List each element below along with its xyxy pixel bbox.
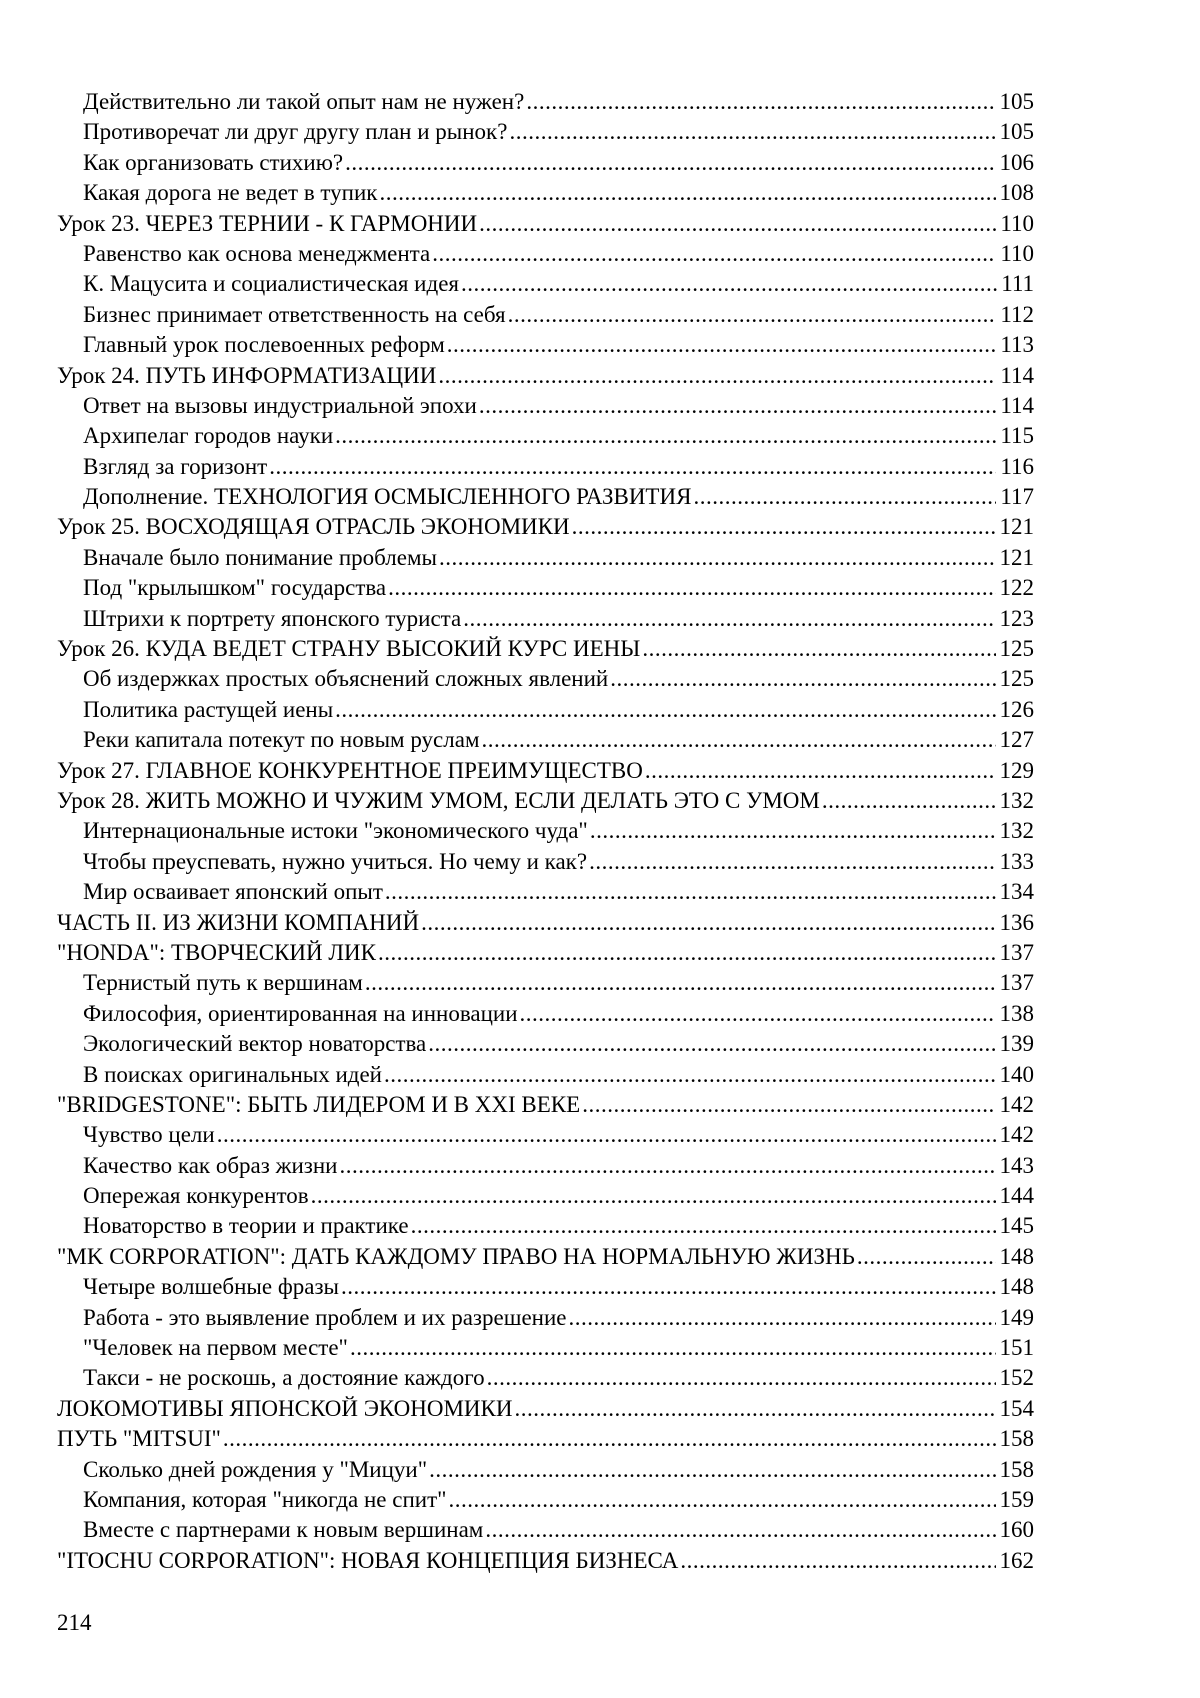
toc-dot-leader [515, 1394, 996, 1424]
toc-entry-title: Противоречат ли друг другу план и рынок? [83, 119, 508, 145]
toc-entry-title: Урок 23. ЧЕРЕЗ ТЕРНИИ - К ГАРМОНИИ [57, 210, 478, 236]
toc-section-entry [57, 877, 1034, 907]
toc-entry-page: 116 [1000, 453, 1034, 479]
toc-entry-page: 121 [999, 514, 1034, 540]
toc-entry-page: 152 [999, 1365, 1034, 1391]
toc-entry-title: "ITOCHU CORPORATION": НОВАЯ КОНЦЕПЦИЯ БИЗНЕСА [57, 1547, 679, 1573]
toc-dot-leader [341, 1272, 996, 1302]
toc-entry-title: Чтобы преуспевать, нужно учиться. Но чему и как? [83, 848, 588, 874]
toc-dot-leader [365, 968, 996, 998]
toc-dot-leader [378, 938, 996, 968]
toc-section-entry [57, 239, 1034, 269]
toc-entry-page: 129 [999, 757, 1034, 783]
toc-section-entry [57, 178, 1034, 208]
toc-dot-leader [384, 1060, 996, 1090]
toc-section-entry [57, 330, 1034, 360]
toc-entry-title: Под "крылышком" государства [83, 575, 387, 601]
toc-entry-page: 140 [999, 1061, 1034, 1087]
toc-dot-leader [610, 664, 995, 694]
toc-entry-title: ЧАСТЬ II. ИЗ ЖИЗНИ КОМПАНИЙ [57, 909, 420, 935]
toc-dot-leader [589, 847, 995, 877]
toc-section-entry [57, 117, 1034, 147]
toc-entry-page: 149 [999, 1304, 1034, 1330]
page-number: 214 [57, 1610, 92, 1635]
toc-dot-leader [411, 1211, 996, 1241]
toc-entry-page: 123 [999, 605, 1034, 631]
toc-entry-title: "Человек на первом месте" [83, 1335, 348, 1361]
toc-dot-leader [439, 543, 996, 573]
toc-entry-title: В поисках оригинальных идей [83, 1061, 382, 1087]
toc-entry-page: 160 [999, 1517, 1034, 1543]
toc-dot-leader [582, 1090, 995, 1120]
toc-chapter-entry [57, 1090, 1034, 1120]
toc-dot-leader [680, 1546, 995, 1576]
toc-dot-leader [482, 725, 996, 755]
toc-entry-page: 137 [999, 939, 1034, 965]
toc-entry-page: 142 [999, 1122, 1034, 1148]
toc-entry-title: "BRIDGESTONE": БЫТЬ ЛИДЕРОМ И В XXI ВЕКЕ [57, 1091, 581, 1117]
toc-dot-leader [645, 756, 996, 786]
toc-dot-leader [857, 1242, 996, 1272]
toc-entry-page: 158 [999, 1426, 1034, 1452]
toc-dot-leader [438, 361, 996, 391]
toc-entry-page: 148 [999, 1274, 1034, 1300]
toc-entry-page: 112 [1000, 301, 1034, 327]
toc-section-entry [57, 968, 1034, 998]
toc-chapter-entry [57, 786, 1034, 816]
toc-entry-title: Урок 26. КУДА ВЕДЕТ СТРАНУ ВЫСОКИЙ КУРС ИЕНЫ [57, 636, 641, 662]
toc-section-entry [57, 604, 1034, 634]
toc-entry-title: Вначале было понимание проблемы [83, 544, 437, 570]
toc-dot-leader [693, 482, 996, 512]
toc-section-entry [57, 1029, 1034, 1059]
toc-entry-page: 154 [999, 1395, 1034, 1421]
toc-entry-title: Новаторство в теории и практике [83, 1213, 409, 1239]
toc-dot-leader [345, 148, 995, 178]
toc-entry-title: Бизнес принимает ответственность на себя [83, 301, 506, 327]
toc-entry-page: 138 [999, 1000, 1034, 1026]
toc-section-entry [57, 452, 1034, 482]
toc-entry-title: Урок 28. ЖИТЬ МОЖНО И ЧУЖИМ УМОМ, ЕСЛИ ДЕЛАТЬ ЭТО С УМОМ [57, 787, 820, 813]
toc-entry-page: 110 [1000, 210, 1034, 236]
toc-entry-title: Сколько дней рождения у "Мицуи" [83, 1456, 428, 1482]
toc-dot-leader [568, 1303, 995, 1333]
toc-dot-leader [432, 239, 996, 269]
toc-dot-leader [311, 1181, 996, 1211]
toc-chapter-entry [57, 1546, 1034, 1576]
toc-entry-title: Об издержках простых объяснений сложных явлений [83, 666, 609, 692]
toc-dot-leader [217, 1120, 996, 1150]
toc-entry-title: Компания, которая "никогда не спит" [83, 1486, 447, 1512]
toc-dot-leader [428, 1029, 995, 1059]
toc-dot-leader [509, 117, 995, 147]
toc-entry-page: 126 [999, 696, 1034, 722]
toc-entry-page: 125 [999, 636, 1034, 662]
toc-entry-page: 139 [999, 1031, 1034, 1057]
toc-entry-page: 145 [999, 1213, 1034, 1239]
toc-entry-title: Работа - это выявление проблем и их разрешение [83, 1304, 567, 1330]
toc-entry-title: Как организовать стихию? [83, 149, 344, 175]
toc-chapter-entry [57, 1424, 1034, 1454]
toc-entry-title: К. Мацусита и социалистическая идея [83, 271, 459, 297]
toc-entry-title: Главный урок послевоенных реформ [83, 332, 445, 358]
toc-dot-leader [479, 391, 997, 421]
toc-dot-leader [335, 695, 995, 725]
toc-entry-title: Действительно ли такой опыт нам не нужен? [83, 89, 525, 114]
toc-entry-page: 148 [999, 1243, 1034, 1269]
toc-entry-title: Мир осваивает японский опыт [83, 879, 383, 905]
toc-section-entry [57, 1485, 1034, 1515]
toc-dot-leader [379, 178, 995, 208]
toc-dot-leader [520, 999, 996, 1029]
toc-section-entry [57, 725, 1034, 755]
toc-entry-title: Реки капитала потекут по новым руслам [83, 727, 480, 753]
toc-section-entry [57, 269, 1034, 299]
toc-section-entry [57, 421, 1034, 451]
toc-entry-title: Взгляд за горизонт [83, 453, 268, 479]
toc-entry-page: 105 [999, 89, 1034, 114]
toc-entry-page: 125 [999, 666, 1034, 692]
toc-entry-page: 133 [999, 848, 1034, 874]
toc-section-entry [57, 999, 1034, 1029]
toc-section-entry [57, 482, 1034, 512]
toc-entry-title: Четыре волшебные фразы [83, 1274, 339, 1300]
toc-entry-page: 143 [999, 1152, 1034, 1178]
toc-section-entry [57, 1303, 1034, 1333]
toc-chapter-entry [57, 209, 1034, 239]
toc-dot-leader [340, 1151, 996, 1181]
toc-entry-title: Чувство цели [83, 1122, 215, 1148]
toc-entry-page: 159 [999, 1486, 1034, 1512]
table-of-contents [57, 87, 1034, 1576]
toc-chapter-entry [57, 512, 1034, 542]
toc-section-entry [57, 391, 1034, 421]
toc-dot-leader [479, 209, 996, 239]
toc-entry-page: 136 [999, 909, 1034, 935]
toc-entry-title: Урок 24. ПУТЬ ИНФОРМАТИЗАЦИИ [57, 362, 437, 388]
toc-dot-leader [590, 816, 996, 846]
toc-entry-page: 115 [1000, 423, 1034, 449]
toc-entry-page: 105 [999, 119, 1034, 145]
toc-entry-page: 110 [1000, 240, 1034, 266]
toc-chapter-entry [57, 938, 1034, 968]
toc-section-entry [57, 664, 1034, 694]
toc-section-entry [57, 1515, 1034, 1545]
toc-entry-page: 151 [999, 1335, 1034, 1361]
toc-section-entry [57, 1151, 1034, 1181]
toc-section-entry [57, 148, 1034, 178]
toc-entry-page: 122 [999, 575, 1034, 601]
toc-entry-page: 106 [999, 149, 1034, 175]
toc-entry-title: Урок 25. ВОСХОДЯЩАЯ ОТРАСЛЬ ЭКОНОМИКИ [57, 514, 570, 540]
toc-dot-leader [429, 1455, 995, 1485]
toc-entry-page: 158 [999, 1456, 1034, 1482]
toc-dot-leader [487, 1363, 996, 1393]
toc-entry-page: 132 [999, 818, 1034, 844]
toc-entry-page: 134 [999, 879, 1034, 905]
toc-dot-leader [388, 573, 995, 603]
toc-dot-leader [461, 269, 997, 299]
toc-entry-title: "MK CORPORATION": ДАТЬ КАЖДОМУ ПРАВО НА НОРМАЛЬНУЮ ЖИЗНЬ [57, 1243, 855, 1269]
toc-chapter-entry [57, 1242, 1034, 1272]
toc-section-entry [57, 573, 1034, 603]
toc-entry-page: 114 [1000, 392, 1034, 418]
toc-entry-title: Философия, ориентированная на инновации [83, 1000, 518, 1026]
toc-entry-page: 162 [999, 1547, 1034, 1573]
toc-entry-title: ПУТЬ "MITSUI" [57, 1426, 221, 1452]
toc-entry-page: 113 [1000, 332, 1034, 358]
toc-entry-title: Равенство как основа менеджмента [83, 240, 431, 266]
toc-dot-leader [335, 421, 996, 451]
toc-dot-leader [508, 300, 997, 330]
toc-section-entry [57, 87, 1034, 117]
toc-dot-leader [526, 87, 995, 117]
toc-entry-page: 121 [999, 544, 1034, 570]
toc-entry-title: Ответ на вызовы индустриальной эпохи [83, 392, 477, 418]
toc-section-entry [57, 1363, 1034, 1393]
toc-entry-page: 132 [999, 787, 1034, 813]
toc-entry-title: Дополнение. ТЕХНОЛОГИЯ ОСМЫСЛЕННОГО РАЗВИТИЯ [83, 484, 692, 510]
toc-entry-page: 117 [1000, 484, 1034, 510]
toc-entry-page: 142 [999, 1091, 1034, 1117]
toc-dot-leader [421, 908, 995, 938]
toc-entry-title: ЛОКОМОТИВЫ ЯПОНСКОЙ ЭКОНОМИКИ [57, 1395, 513, 1421]
toc-entry-title: Качество как образ жизни [83, 1152, 338, 1178]
toc-entry-title: Такси - не роскошь, а достояние каждого [83, 1365, 485, 1391]
toc-entry-title: Интернациональные истоки "экономического чуда" [83, 818, 588, 844]
toc-chapter-entry [57, 1394, 1034, 1424]
toc-section-entry [57, 1455, 1034, 1485]
toc-entry-title: Урок 27. ГЛАВНОЕ КОНКУРЕНТНОЕ ПРЕИМУЩЕСТВО [57, 757, 643, 783]
toc-section-entry [57, 695, 1034, 725]
toc-section-entry [57, 1120, 1034, 1150]
toc-dot-leader [572, 512, 996, 542]
toc-entry-title: Какая дорога не ведет в тупик [83, 180, 378, 206]
toc-section-entry [57, 1272, 1034, 1302]
toc-section-entry [57, 543, 1034, 573]
toc-dot-leader [642, 634, 995, 664]
toc-chapter-entry [57, 634, 1034, 664]
toc-entry-title: Штрихи к портрету японского туриста [83, 605, 462, 631]
toc-entry-page: 137 [999, 970, 1034, 996]
toc-chapter-entry [57, 908, 1034, 938]
toc-entry-title: Тернистый путь к вершинам [83, 970, 363, 996]
toc-dot-leader [385, 877, 996, 907]
toc-dot-leader [463, 604, 995, 634]
toc-dot-leader [822, 786, 996, 816]
toc-section-entry [57, 1060, 1034, 1090]
toc-entry-title: Опережая конкурентов [83, 1183, 309, 1209]
toc-section-entry [57, 816, 1034, 846]
toc-chapter-entry [57, 756, 1034, 786]
toc-dot-leader [269, 452, 996, 482]
toc-entry-title: Экологический вектор новаторства [83, 1031, 427, 1057]
toc-entry-title: Вместе с партнерами к новым вершинам [83, 1517, 484, 1543]
toc-entry-page: 108 [999, 180, 1034, 206]
toc-chapter-entry [57, 361, 1034, 391]
toc-dot-leader [447, 330, 997, 360]
toc-entry-page: 111 [1001, 271, 1034, 297]
toc-entry-page: 144 [999, 1183, 1034, 1209]
toc-section-entry [57, 300, 1034, 330]
toc-dot-leader [449, 1485, 996, 1515]
toc-dot-leader [350, 1333, 996, 1363]
toc-entry-title: Архипелаг городов науки [83, 423, 334, 449]
toc-entry-title: Политика растущей иены [83, 696, 334, 722]
toc-section-entry [57, 1333, 1034, 1363]
toc-dot-leader [223, 1424, 996, 1454]
toc-entry-page: 114 [1000, 362, 1034, 388]
toc-entry-page: 127 [999, 727, 1034, 753]
toc-section-entry [57, 847, 1034, 877]
toc-entry-title: "HONDA": ТВОРЧЕСКИЙ ЛИК [57, 939, 376, 965]
toc-section-entry [57, 1181, 1034, 1211]
toc-dot-leader [485, 1515, 995, 1545]
toc-section-entry [57, 1211, 1034, 1241]
